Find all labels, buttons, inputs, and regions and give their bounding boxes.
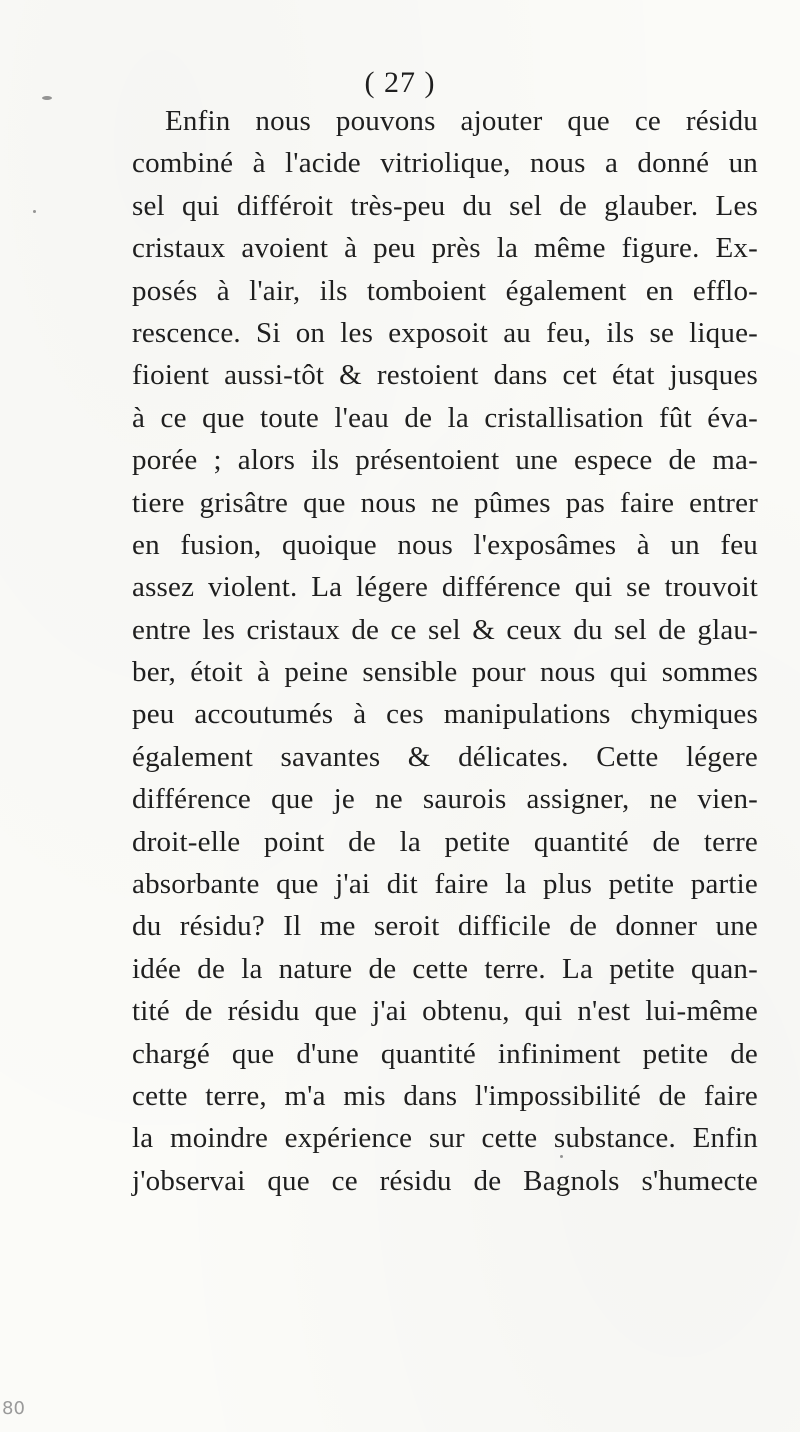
text-line: entre les cristaux de ce sel & ceux du sel de glau- — [132, 613, 758, 646]
text-line: en fusion, quoique nous l'exposâmes à un feu — [132, 528, 758, 561]
text-line: cette terre, m'a mis dans l'impossibilité de faire — [132, 1079, 758, 1112]
text-line: j'observai que ce résidu de Bagnols s'humecte — [132, 1164, 758, 1197]
text-line: sel qui différoit très-peu du sel de glauber. Les — [132, 189, 758, 222]
text-line: chargé que d'une quantité infiniment petite de — [132, 1037, 758, 1070]
ink-speck — [560, 1155, 563, 1158]
text-line: rescence. Si on les exposoit au feu, ils se lique- — [132, 316, 758, 349]
text-line: fioient aussi-tôt & restoient dans cet état jusques — [132, 359, 758, 392]
text-line: ber, étoit à peine sensible pour nous qui sommes — [132, 656, 758, 689]
text-line: Enfin nous pouvons ajouter que ce résidu — [165, 105, 758, 137]
text-line: peu accoutumés à ces manipulations chymiques — [132, 698, 758, 731]
text-line: idée de la nature de cette terre. La petite quan- — [132, 952, 758, 985]
text-line: posés à l'air, ils tomboient également en efflo- — [132, 274, 758, 307]
text-line: également savantes & délicates. Cette légere — [132, 740, 758, 773]
ink-speck — [33, 210, 36, 213]
text-line: assez violent. La légere différence qui se trouvoit — [132, 571, 758, 604]
text-line: combiné à l'acide vitriolique, nous a donné un — [132, 147, 758, 180]
text-line: cristaux avoient à peu près la même figure. Ex- — [132, 232, 758, 265]
text-line: du résidu? Il me seroit difficile de donner une — [132, 910, 758, 943]
text-line: porée ; alors ils présentoient une espece de ma- — [132, 444, 758, 477]
text-line: tité de résidu que j'ai obtenu, qui n'est lui-même — [132, 995, 758, 1028]
text-line: tiere grisâtre que nous ne pûmes pas faire entrer — [132, 486, 758, 519]
text-line: différence que je ne saurois assigner, ne vien- — [132, 783, 758, 816]
text-line: droit-elle point de la petite quantité de terre — [132, 825, 758, 858]
text-line: à ce que toute l'eau de la cristallisation fût éva- — [132, 401, 758, 434]
text-line: la moindre expérience sur cette substance. Enfin — [132, 1122, 758, 1155]
body-text — [132, 100, 758, 1202]
page-number: ( 27 ) — [364, 66, 436, 99]
ink-speck — [42, 96, 52, 100]
text-line: absorbante que j'ai dit faire la plus petite partie — [132, 868, 758, 901]
edge-mark: 80 — [2, 1398, 25, 1419]
